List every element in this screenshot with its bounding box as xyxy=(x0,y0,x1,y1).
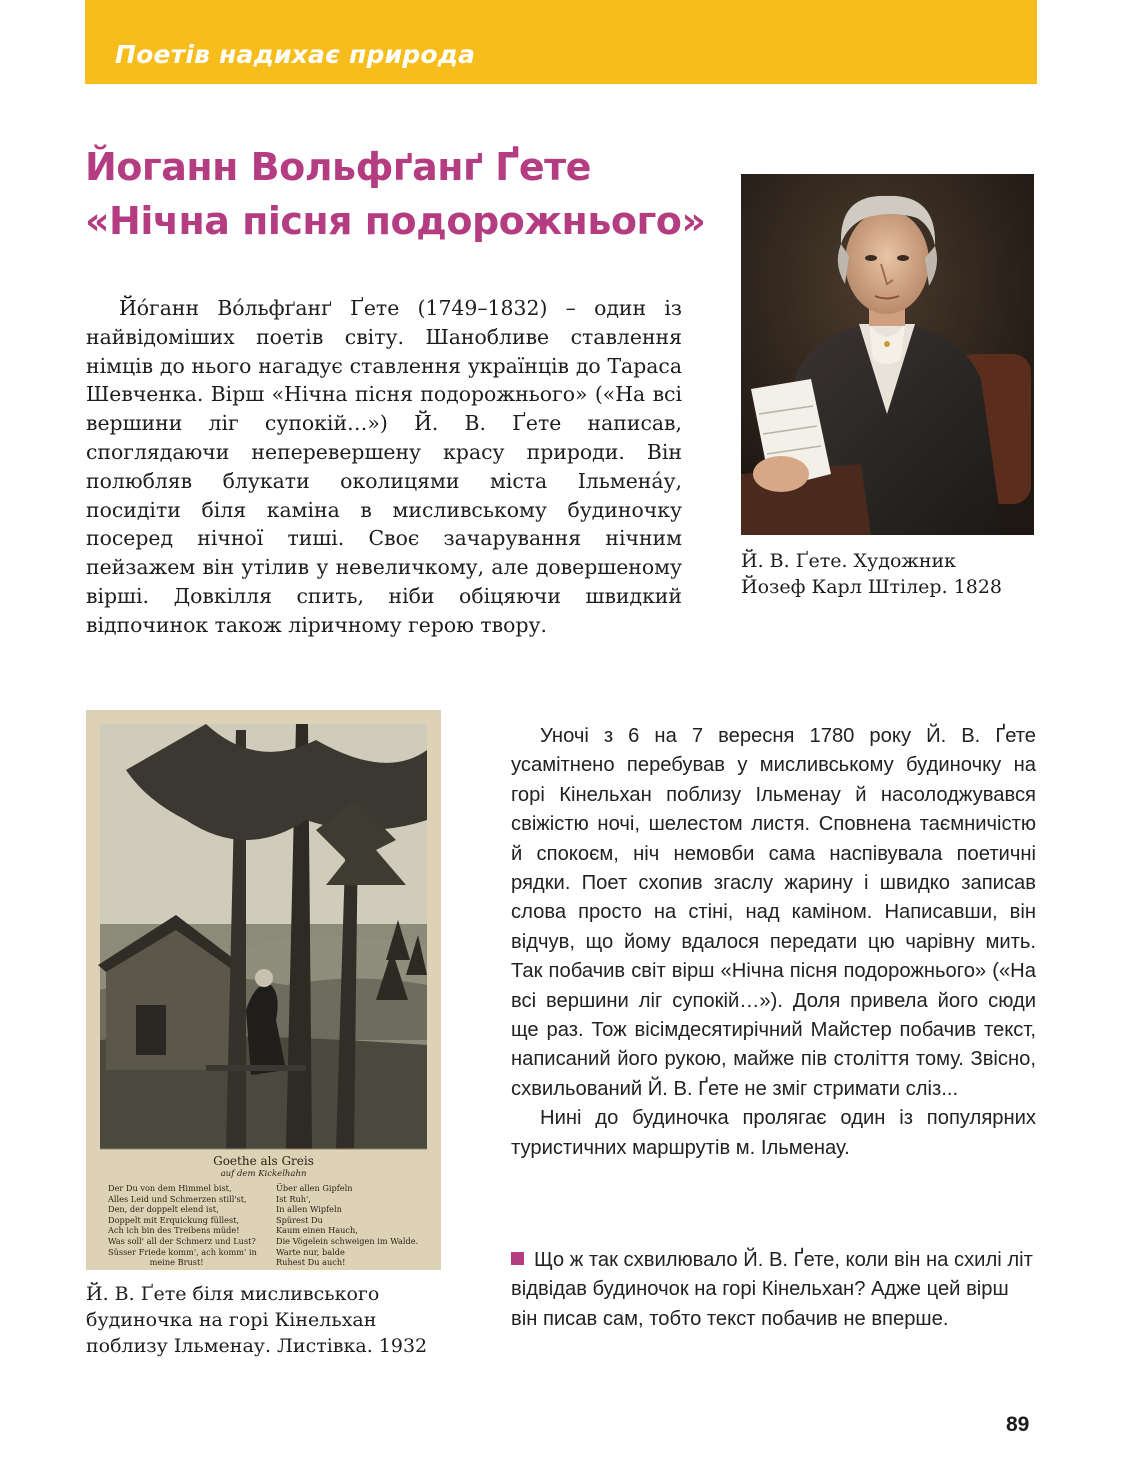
postcard-poem-left: Der Du von dem Himmel bist, Alles Leid und Schmerzen still'st, Den, der doppelt elend ist, Doppelt mit Erquickung füllest, Ach ich bin des Treibens müde! Was soll' all der Schmerz und Lust? Süsser Friede komm', ach komm' in meine Brust! xyxy=(108,1183,257,1268)
portrait-caption xyxy=(741,548,1041,600)
portrait-caption-line2: Йозеф Карл Штілер. 1828 xyxy=(741,576,1003,598)
page-title xyxy=(85,140,705,248)
body-paragraph-1: Уночі з 6 на 7 вересня 1780 року Й. В. Ґете усамітнено перебував у мисливському будиночку на горі Кінельхан поблизу Ільменау й насолоджувався свіжістю ночі, шелестом листя. Сповнена таємничістю й спокоєм, ніч немовби сама наспівувала поетичні рядки. Поет схопив згаслу жарину і швидко записав слова просто на стіні, над каміном. Написавши, він відчув, що йому вдалося передати цю чарівну мить. Так побачив світ вірш «Нічна пісня подорожнього» («На всі вершини ліг супокій…»). Доля привела його сюди ще раз. Тож вісімдесятирічний Майстер побачив текст, написаний його рукою, майже пів століття тому. Звісно, схвильований Й. В. Ґете не зміг стримати сліз... xyxy=(511,725,1036,1100)
portrait-illustration xyxy=(741,174,1034,535)
goethe-portrait-image xyxy=(741,174,1034,535)
square-bullet-icon xyxy=(511,1252,524,1265)
question-text: Що ж так схвилювало Й. В. Ґете, коли він на схилі літ відвідав будиночок на горі Кінельхан? Адже цей вірш він писав сам, тобто текст побачив не вперше. xyxy=(511,1249,1033,1330)
portrait-caption-line1: Й. В. Ґете. Художник xyxy=(741,550,957,572)
postcard-caption-line1: Й. В. Ґете біля мисливського xyxy=(86,1283,380,1305)
postcard-poem-right: Über allen Gipfeln Ist Ruh', In allen Wipfeln Spürest Du Kaum einen Hauch, Die Vögelein schweigen im Walde. Warte nur, balde Ruhest Du auch! xyxy=(276,1183,419,1268)
postcard-subtitle: auf dem Kickelhahn xyxy=(220,1169,307,1179)
body-text xyxy=(511,722,1036,1163)
postcard-caption-line2: будиночка на горі Кінельхан xyxy=(86,1309,377,1331)
body-paragraph-2: Нині до будиночка пролягає один із популярних туристичних маршрутів м. Ільменау. xyxy=(511,1107,1036,1159)
section-header-band xyxy=(85,0,1037,84)
title-poem: «Нічна пісня подорожнього» xyxy=(85,199,706,243)
postcard-caption-line3: поблизу Ільменау. Листівка. 1932 xyxy=(86,1335,428,1357)
intro-paragraph: Йóганн Вóльфґанґ Ґете (1749–1832) – один із найвідоміших поетів світу. Шанобливе ставлення німців до нього нагадує ставлення українців до Тараса Шевченка. Вірш «Нічна пісня подорожнього» («На всі вершини ліг супокій…») Й. В. Ґете написав, споглядаючи неперевершену красу природи. Він полюбляв блукати околицями міста Ільменáу, посидіти біля каміна в мисливському будиночку посеред нічної тиші. Своє зачарування нічним пейзажем він утілив у невеличкому, але довершеному вірші. Довкілля спить, ніби обіцяючи швидкий відпочинок також ліричному герою твору. xyxy=(86,296,682,637)
postcard-image xyxy=(86,710,441,1270)
postcard-title: Goethe als Greis xyxy=(213,1154,314,1168)
page-number: 89 xyxy=(1006,1413,1030,1436)
question-block xyxy=(511,1246,1036,1334)
postcard-caption xyxy=(86,1281,466,1359)
section-title: Поетів надихає природа xyxy=(115,40,476,69)
title-author: Йоганн Вольфґанґ Ґете xyxy=(85,145,591,189)
